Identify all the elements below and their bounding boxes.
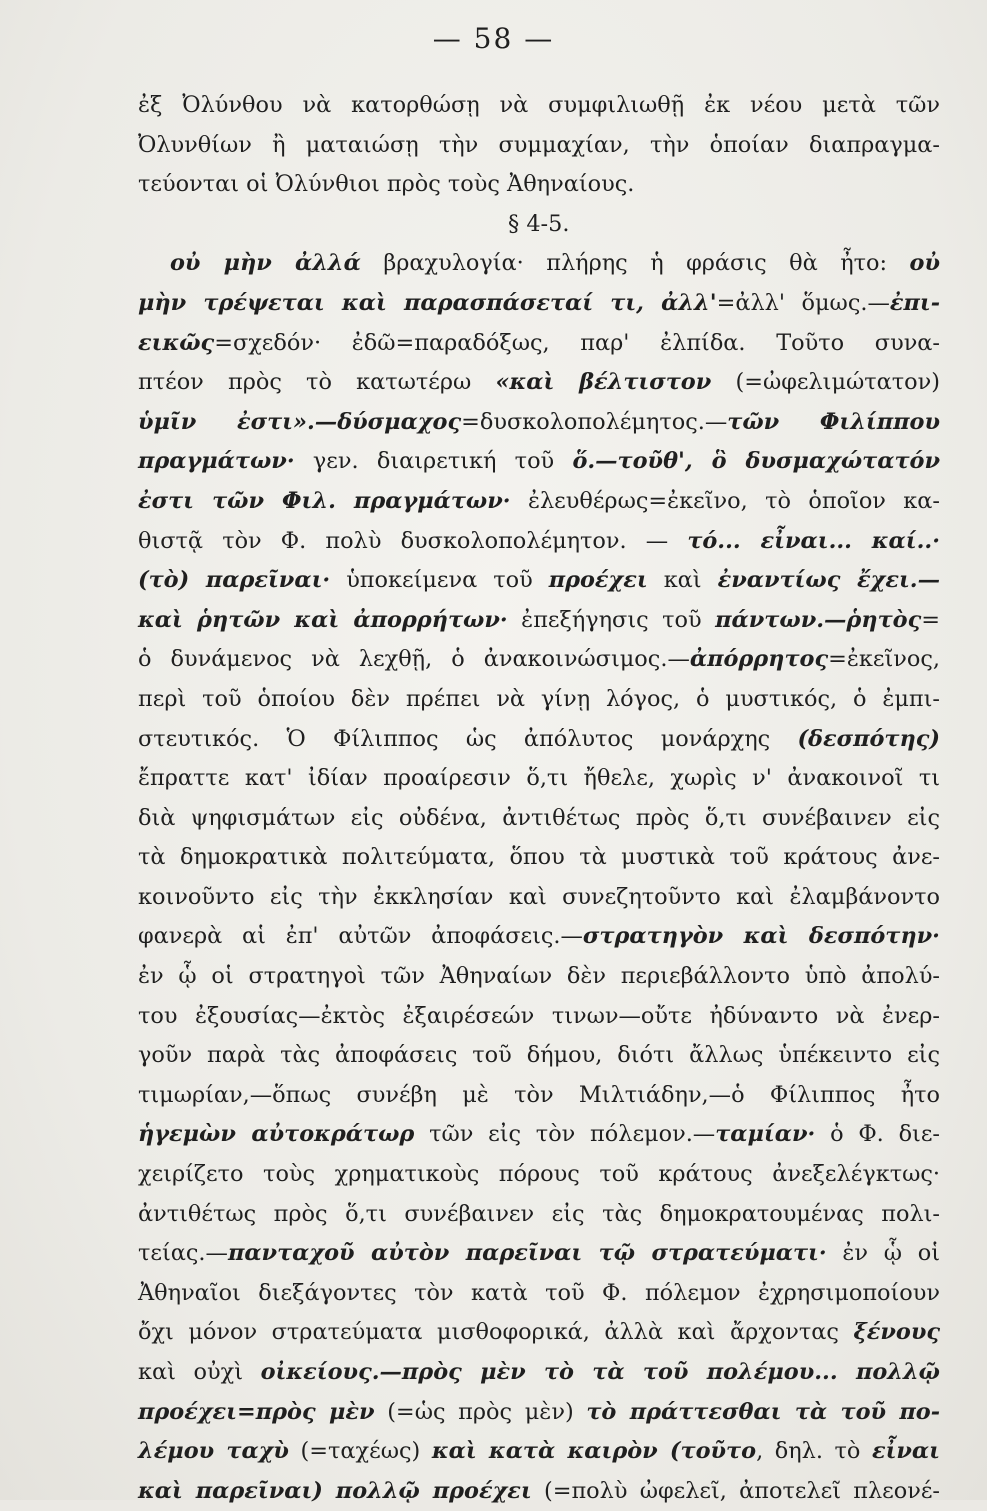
text-segment: (=ταχέως)	[288, 1438, 432, 1465]
text-segment: =σχεδόν· ἐδῶ=παραδόξως, παρ' ἐλπίδα. Τοῦτο συνα-	[214, 329, 940, 356]
text-segment: =	[921, 606, 940, 633]
text-segment: ὑποκείμενα τοῦ	[330, 567, 549, 594]
text-line	[138, 1432, 940, 1472]
emphasized-text: λέμου ταχὺ	[138, 1438, 289, 1465]
text-line	[138, 1036, 940, 1076]
text-segment: Ὀλυνθίων ἢ ματαιώσῃ τὴν συμμαχίαν, τὴν ὁποίαν διαπραγμα-	[138, 131, 940, 158]
text-line	[138, 126, 940, 166]
emphasized-text: καὶ ῥητῶν καὶ ἀπορρήτων·	[138, 606, 508, 633]
text-line	[138, 244, 940, 284]
text-line	[138, 957, 940, 997]
text-segment: =ἀλλ' ὅμως.—	[716, 289, 890, 316]
text-segment: (=πολὺ ὠφελεῖ, ἀποτελεῖ πλεονέ-	[531, 1477, 941, 1504]
text-line	[138, 284, 940, 324]
text-segment: στευτικός. Ὁ Φίλιππος ὡς ἀπόλυτος μονάρχης	[138, 725, 798, 752]
text-line	[138, 1115, 940, 1155]
text-segment: καὶ	[647, 567, 718, 594]
text-line	[138, 680, 940, 720]
emphasized-text: τὸ πράττεσθαι τὰ τοῦ πο-	[586, 1398, 941, 1425]
text-line	[138, 86, 940, 126]
emphasized-text: (τὸ) παρεῖναι·	[138, 567, 331, 594]
text-segment: =ἐκεῖνος,	[828, 646, 940, 673]
text-segment: γεν. διαιρετική τοῦ	[294, 448, 573, 475]
text-line	[138, 363, 940, 403]
text-segment: ὄχι μόνον στρατεύματα μισθοφορικά, ἀλλὰ καὶ ἄρχοντας	[138, 1319, 854, 1346]
emphasized-text: οὐ μὴν ἀλλά	[170, 250, 361, 277]
text-segment: διὰ ψηφισμάτων εἰς οὐδένα, ἀντιθέτως πρὸς ὅ,τι συνέβαινεν εἰς	[138, 804, 940, 831]
text-segment: πτέον πρὸς τὸ κατωτέρω	[138, 369, 496, 396]
body-text	[138, 86, 940, 1511]
emphasized-text: ἐστι τῶν Φιλ. πραγμάτων·	[138, 487, 511, 514]
text-line	[138, 1353, 940, 1393]
text-line	[138, 799, 940, 839]
text-segment: κοινοῦντο εἰς τὴν ἐκκλησίαν καὶ συνεζητοῦντο καὶ ἐλαμβάνοντο	[138, 883, 940, 910]
text-segment: =δυσκολοπολέμητος.—	[461, 408, 728, 435]
text-line	[138, 1076, 940, 1116]
text-line	[138, 165, 940, 205]
text-line	[138, 997, 940, 1037]
text-line	[138, 1274, 940, 1314]
emphasized-text: εικῶς	[138, 329, 215, 356]
text-segment: ἔπραττε κατ' ἰδίαν προαίρεσιν ὅ,τι ἤθελε, χωρὶς ν' ἀνακοινοῖ τι	[138, 765, 940, 792]
text-line	[138, 917, 940, 957]
emphasized-text: ὅ.—τοῦθ', ὃ δυσμαχώτατόν	[572, 448, 940, 475]
section-heading: § 4-5.	[508, 210, 570, 237]
text-segment: , δηλ. τὸ	[756, 1438, 872, 1465]
emphasized-text: εἶναι	[871, 1438, 940, 1465]
text-line	[138, 759, 940, 799]
emphasized-text: στρατηγὸν καὶ δεσπότην·	[582, 923, 940, 950]
text-line	[138, 1472, 940, 1511]
text-segment: του ἐξουσίας—ἐκτὸς ἐξαιρέσεών τινων—οὔτε ἠδύναντο νὰ ἐνερ-	[138, 1002, 940, 1029]
text-segment: τὰ δημοκρατικὰ πολιτεύματα, ὅπου τὰ μυστικὰ τοῦ κράτους ἀνε-	[138, 844, 940, 871]
text-line	[138, 442, 940, 482]
text-segment: ὁ Φ. διε-	[815, 1121, 940, 1148]
text-segment: τεύονται οἱ Ὀλύνθιοι πρὸς τοὺς Ἀθηναίους.	[138, 171, 635, 198]
text-segment: περὶ τοῦ ὁποίου δὲν πρέπει νὰ γίνῃ λόγος, ὁ μυστικός, ὁ ἐμπι-	[138, 685, 940, 712]
text-line	[138, 601, 940, 641]
text-segment: ἐν ᾧ οἱ στρατηγοὶ τῶν Ἀθηναίων δὲν περιεβάλλοντο ὑπὸ ἀπολύ-	[138, 963, 940, 990]
text-segment: τιμωρίαν,—ὅπως συνέβη μὲ τὸν Μιλτιάδην,—ὁ Φίλιππος ἦτο	[138, 1081, 940, 1108]
emphasized-text: «καὶ βέλτιστον	[495, 369, 712, 396]
text-line	[138, 1195, 940, 1235]
text-line	[138, 1313, 940, 1353]
text-line	[138, 403, 940, 443]
emphasized-text: ἐπι-	[889, 289, 941, 316]
emphasized-text: οἰκείους.—πρὸς μὲν τὸ τὰ τοῦ πολέμου... πολλῷ	[260, 1359, 940, 1385]
text-segment: (=ὠφελιμώτατον)	[711, 369, 940, 396]
text-segment: ἐξ Ὀλύνθου νὰ κατορθώσῃ νὰ συμφιλιωθῇ ἐκ νέου μετὰ τῶν	[138, 92, 940, 118]
emphasized-text: ταμίαν·	[715, 1121, 816, 1148]
text-line	[138, 838, 940, 878]
text-segment: ὁ δυνάμενος νὰ λεχθῇ, ὁ ἀνακοινώσιμος.—	[138, 646, 690, 673]
text-segment: Ἀθηναῖοι διεξάγοντες τὸν κατὰ τοῦ Φ. πόλεμον ἐχρησιμοποίουν	[138, 1279, 940, 1306]
text-segment: ἀντιθέτως πρὸς ὅ,τι συνέβαινεν εἰς τὰς δημοκρατουμένας πολι-	[138, 1200, 940, 1227]
text-segment: θιστᾷ τὸν Φ. πολὺ δυσκολοπολέμητον. —	[138, 527, 688, 554]
text-segment: χειρίζετο τοὺς χρηματικοὺς πόρους τοῦ κράτους ἀνεξελέγκτως·	[138, 1161, 940, 1188]
text-segment: τῶν εἰς τὸν πόλεμον.—	[414, 1121, 716, 1148]
text-line	[138, 1234, 940, 1274]
text-segment: ἐν ᾧ οἱ	[826, 1240, 940, 1267]
emphasized-text: καὶ κατὰ καιρὸν (τοῦτο	[431, 1438, 757, 1465]
text-segment: γοῦν παρὰ τὰς ἀποφάσεις τοῦ δήμου, διότι ἄλλως ὑπέκειντο εἰς	[138, 1042, 940, 1069]
text-line	[138, 1155, 940, 1195]
text-segment: ἐλευθέρως=ἐκεῖνο, τὸ ὁποῖον κα-	[510, 487, 940, 514]
emphasized-text: καὶ παρεῖναι) πολλῷ προέχει	[138, 1477, 532, 1504]
text-segment: (=ὡς πρὸς μὲν)	[374, 1398, 587, 1425]
text-segment: ἐπεξήγησις τοῦ	[507, 606, 716, 633]
text-line	[138, 878, 940, 918]
emphasized-text: (δεσπότης)	[797, 725, 940, 752]
page-number: — 58 —	[432, 22, 555, 55]
emphasized-text: τῶν Φιλίππου	[727, 408, 940, 435]
text-segment: βραχυλογία· πλήρης ἡ φράσις θὰ ἦτο:	[360, 250, 910, 277]
emphasized-text: προέχει	[548, 567, 648, 594]
emphasized-text: οὐ	[909, 250, 940, 277]
emphasized-text: πραγμάτων·	[138, 448, 295, 475]
text-line	[138, 640, 940, 680]
emphasized-text: μὴν τρέψεται καὶ παρασπάσεταί τι, ἀλλ'	[138, 289, 717, 316]
emphasized-text: ὑμῖν ἐστι».—δύσμαχος	[138, 408, 462, 435]
text-line	[138, 522, 940, 562]
text-line	[138, 1393, 940, 1433]
text-segment: τείας.—	[138, 1240, 228, 1267]
emphasized-text: ἀπόρρητος	[689, 646, 829, 673]
emphasized-text: ξένους	[853, 1319, 940, 1346]
text-line	[138, 324, 940, 364]
text-line	[138, 561, 940, 601]
emphasized-text: πάντων.—ῥητὸς	[715, 606, 922, 633]
emphasized-text: ἐναντίως ἔχει.—	[717, 567, 940, 594]
emphasized-text: τό... εἶναι... καί..·	[687, 527, 940, 554]
emphasized-text: προέχει=πρὸς μὲν	[138, 1398, 375, 1425]
text-line	[138, 482, 940, 522]
emphasized-text: ἡγεμὼν αὐτοκράτωρ	[138, 1121, 415, 1148]
text-segment: φανερὰ αἱ ἐπ' αὐτῶν ἀποφάσεις.—	[138, 923, 583, 950]
text-line	[138, 720, 940, 760]
text-segment: καὶ οὐχὶ	[138, 1359, 261, 1385]
emphasized-text: πανταχοῦ αὐτὸν παρεῖναι τῷ στρατεύματι·	[227, 1240, 827, 1267]
